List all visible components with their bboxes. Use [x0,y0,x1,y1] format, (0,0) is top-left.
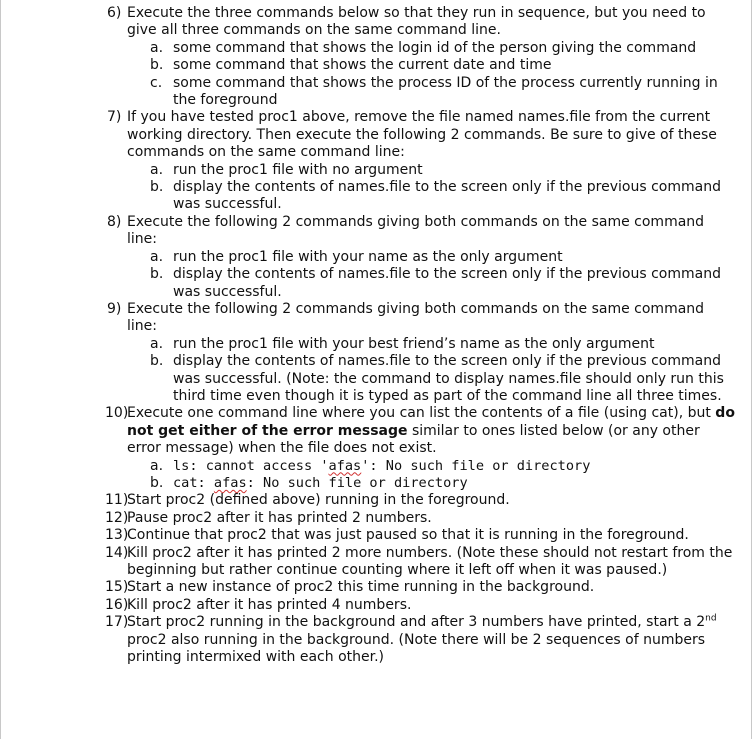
error-example [173,475,468,491]
item-text: Pause proc2 after it has printed 2 numbers. [127,509,432,526]
item-number: 11) [105,492,129,509]
item-text: Execute one command line where you can list the contents of a file (using cat), but [127,405,716,422]
sub-item-6b [1,57,751,74]
list-item-13 [1,527,751,544]
list-item-7 [1,109,751,161]
sub-letter: a. [150,457,164,474]
sub-text: run the proc1 file with no argument [173,161,423,178]
item-text: proc2 also running in the background. (Note there will be 2 sequences of numbers printing intermixed with each other.) [127,631,706,666]
list-item-16 [1,597,751,614]
item-number: 12) [105,509,129,526]
list-item-8 [1,214,751,249]
item-number: 7) [107,109,122,126]
sub-text: display the contents of names.file to the screen only if the previous command was successful. [173,179,721,213]
error-example [173,458,590,474]
error-text: ': No such file or directory [361,457,591,474]
list-item-14 [1,545,751,580]
sub-letter: b. [150,179,164,196]
sub-letter: b. [150,266,164,283]
sub-item-6c [1,75,751,110]
spellcheck-word: afas [328,457,362,474]
sub-text: some command that shows the current date and time [173,57,552,74]
sub-item-8b [1,266,751,301]
sub-item-7a [1,162,751,179]
item-number: 14) [105,544,129,561]
sub-letter: a. [150,335,164,352]
sub-letter: b. [150,353,164,370]
superscript: nd [705,613,717,624]
item-text: Execute the three commands below so that they run in sequence, but you need to give all three commands on the same command line. [127,5,706,39]
sub-text: run the proc1 file with your best friend’s name as the only argument [173,335,655,352]
spellcheck-word: afas [213,474,247,491]
sub-item-9a [1,336,751,353]
item-number: 10) [105,405,129,422]
item-text: Continue that proc2 that was just paused so that it is running in the foreground. [127,527,689,544]
list-item-12 [1,510,751,527]
item-number: 9) [107,300,122,317]
sub-item-6a [1,40,751,57]
sub-text: display the contents of names.file to the screen only if the previous command was successful. (Note: the command to display names.file should only run this third time even though it is typed as part of the command line all three times. [173,353,724,404]
sub-text: some command that shows the process ID of the process currently running in the foreground [173,74,718,109]
list-item-17 [1,614,751,666]
sub-text: display the contents of names.file to the screen only if the previous command was successful. [173,266,721,300]
sub-letter: a. [150,39,164,56]
sub-letter: b. [150,57,164,74]
item-text: similar to ones listed below (or any other error message) when the file does not exist. [127,422,700,457]
error-text: ls: cannot access ' [173,457,329,474]
item-number: 8) [107,213,122,230]
item-number: 13) [105,527,129,544]
item-number: 15) [105,579,129,596]
item-number: 6) [107,5,122,21]
list-item-9 [1,301,751,336]
item-text: If you have tested proc1 above, remove the file named names.file from the current working directory. Then execute the following 2 commands. Be sure to give of these commands on the same command line: [127,109,717,161]
error-text: : No such file or directory [246,474,468,491]
sub-item-9b [1,353,751,405]
item-text: Execute the following 2 commands giving both commands on the same command line: [127,300,705,335]
sub-text: run the proc1 file with your name as the only argument [173,248,563,265]
list-item-6 [1,5,751,40]
item-number: 17) [105,614,129,631]
item-text: Kill proc2 after it has printed 2 more numbers. (Note these should not restart from the beginning but rather continue counting where it left off when it was paused.) [127,544,733,578]
item-text: Start proc2 running in the background and after 3 numbers have printed, start a 2 [127,614,706,631]
sub-item-8a [1,249,751,266]
sub-letter: b. [150,474,164,491]
list-item-10 [1,405,751,457]
sub-letter: c. [150,74,163,91]
list-item-15 [1,579,751,596]
item-text: Execute the following 2 commands giving both commands on the same command line: [127,213,705,248]
sub-item-10a [1,458,751,475]
item-number: 16) [105,596,129,613]
sub-item-7b [1,179,751,214]
sub-letter: a. [150,161,164,178]
list-item-11 [1,492,751,509]
sub-item-10b [1,475,751,492]
item-text-bold: do not get either of the error message [127,405,735,439]
item-text: Start a new instance of proc2 this time running in the background. [127,579,595,596]
sub-letter: a. [150,248,164,265]
error-text: cat: [173,474,214,491]
sub-text: some command that shows the login id of the person giving the command [173,39,697,56]
item-text: Kill proc2 after it has printed 4 numbers. [127,596,412,613]
item-text: Start proc2 (defined above) running in the foreground. [127,492,510,509]
